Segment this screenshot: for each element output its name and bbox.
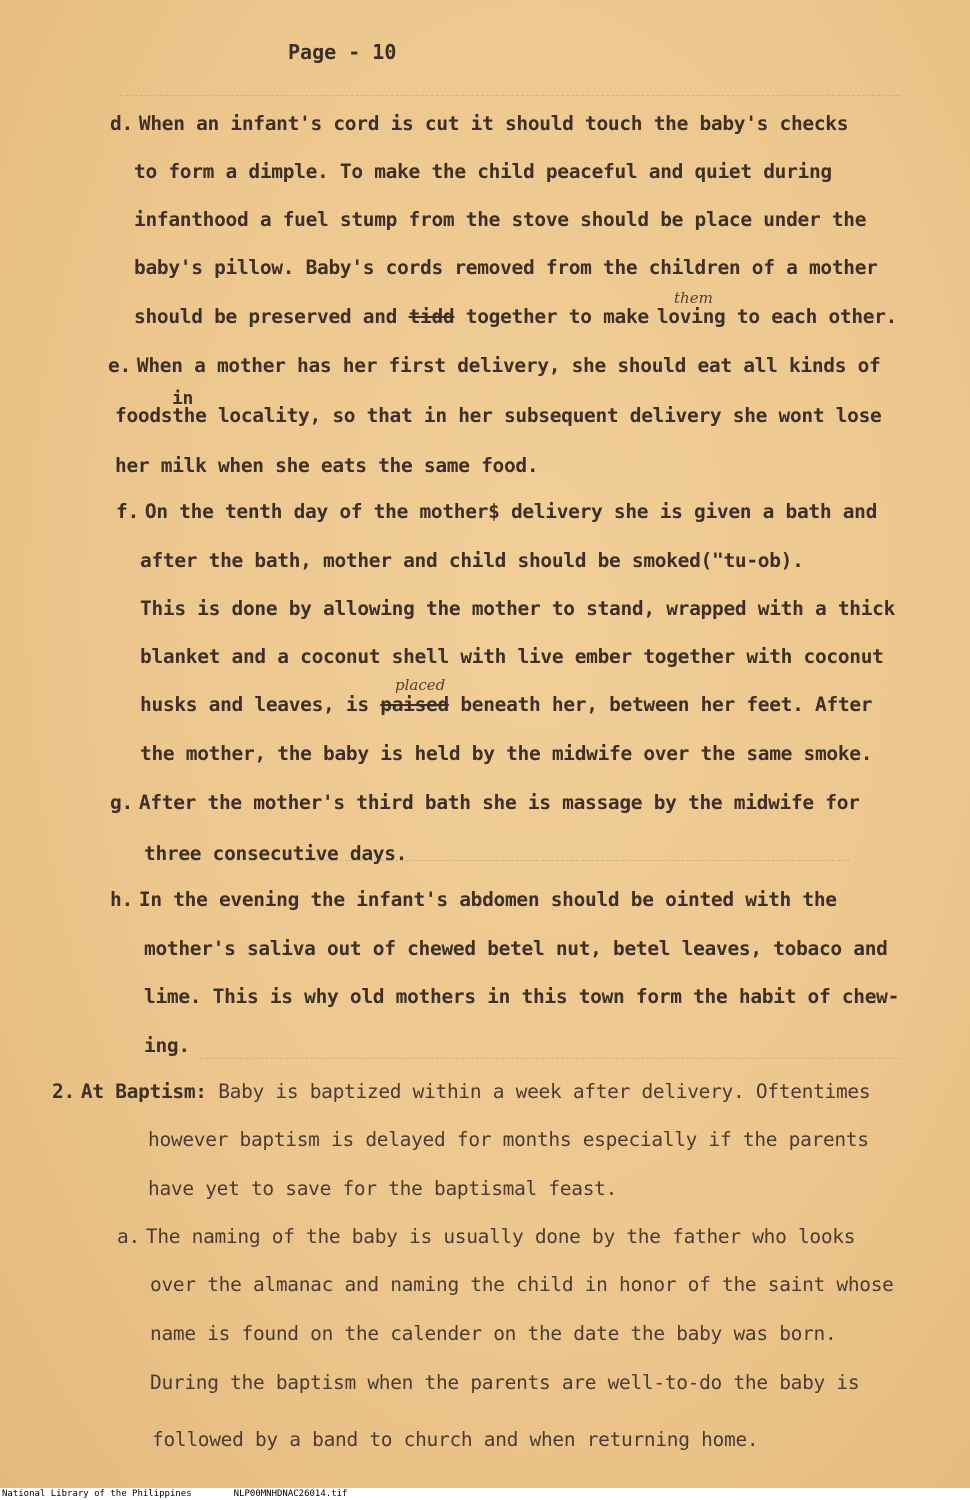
section-2-text-1: Baby is baptized within a week after delivery. Oftentimes [218,1080,871,1103]
item-e-line-1 [108,354,881,377]
item-g-text-1: After the mother's third bath she is massage by the midwife for [138,791,860,814]
item-f-strikeout: paised [380,693,449,716]
item-g-line-1 [110,791,860,814]
item-h-line-4: ing. [144,1034,190,1057]
section-2-label: 2. [52,1080,75,1103]
item-d-line-5 [134,305,897,328]
item-h-text-1: In the evening the infant's abdomen should be ointed with the [138,888,837,911]
page-number: Page - 10 [288,40,397,64]
item-d-label: d. [110,112,133,135]
section-2-line-3: have yet to save for the baptismal feast. [148,1177,618,1200]
item-d-line-3: infanthood a fuel stump from the stove should be place under the [134,208,867,231]
item-e-insert: in [172,388,194,409]
item-f-line-1 [116,500,877,523]
item-d-text-5a: should be preserved and [134,305,398,328]
item-f-line-5 [140,693,872,716]
item-f-text-5b: beneath her, between her feet. After [460,693,873,716]
item-g-line-2: three consecutive days. [144,842,408,865]
item-f-text-5a: husks and leaves, is [140,693,369,716]
item-d-line-4: baby's pillow. Baby's cords removed from the children of a mother [134,256,878,279]
item-d-text-5b: together to make [465,305,649,328]
item-e-text-1: When a mother has her first delivery, she should eat all kinds of [136,354,881,377]
scan-footer [0,1488,970,1500]
item-h-label: h. [110,888,133,911]
item-d-handwritten-insert: them [674,289,713,307]
item-d-strikeout: tidd [408,305,455,328]
item-e-label: e. [108,354,131,377]
footer-filename: NLP00MNHDNAC26014.tif [233,1489,348,1499]
item-g-label: g. [110,791,133,814]
section-2a-line-1 [117,1225,855,1248]
item-d-line-1 [110,112,848,135]
section-2-line-2: however baptism is delayed for months especially if the parents [148,1128,869,1151]
section-2a-line-4: During the baptism when the parents are well-to-do the baby is [150,1371,860,1394]
item-f-label: f. [116,500,139,523]
item-f-handwritten-insert: placed [395,676,446,694]
section-2a-text-1: The naming of the baby is usually done by the father who looks [145,1225,856,1248]
section-2-heading: At Baptism: [80,1080,207,1103]
item-d-text-5c: loving to each other. [656,305,898,328]
section-2a-label: a. [117,1225,140,1248]
item-h-line-3: lime. This is why old mothers in this town form the habit of chew- [144,985,900,1008]
footer-library: National Library of the Philippines [2,1489,192,1499]
item-f-line-3: This is done by allowing the mother to stand, wrapped with a thick [140,597,896,620]
item-h-line-2: mother's saliva out of chewed betel nut, betel leaves, tobaco and [144,937,888,960]
section-2-line-1 [52,1080,870,1103]
item-f-line-2: after the bath, mother and child should be smoked("tu-ob). [140,549,804,572]
item-h-line-1 [110,888,837,911]
item-f-text-1: On the tenth day of the mother$ delivery she is given a bath and [144,500,878,523]
section-2a-line-2: over the almanac and naming the child in honor of the saint whose [150,1273,894,1296]
item-e-line-2: foodsthe locality, so that in her subsequent delivery she wont lose [115,404,882,427]
item-f-line-4: blanket and a coconut shell with live ember together with coconut [140,645,884,668]
item-d-text-1: When an infant's cord is cut it should touch the baby's checks [138,112,849,135]
item-f-line-6: the mother, the baby is held by the midwife over the same smoke. [140,742,873,765]
section-2a-line-5: followed by a band to church and when returning home. [152,1428,759,1451]
section-2a-line-3: name is found on the calender on the date the baby was born. [150,1322,837,1345]
item-e-line-3: her milk when she eats the same food. [115,454,539,477]
item-d-line-2: to form a dimple. To make the child peaceful and quiet during [134,160,832,183]
